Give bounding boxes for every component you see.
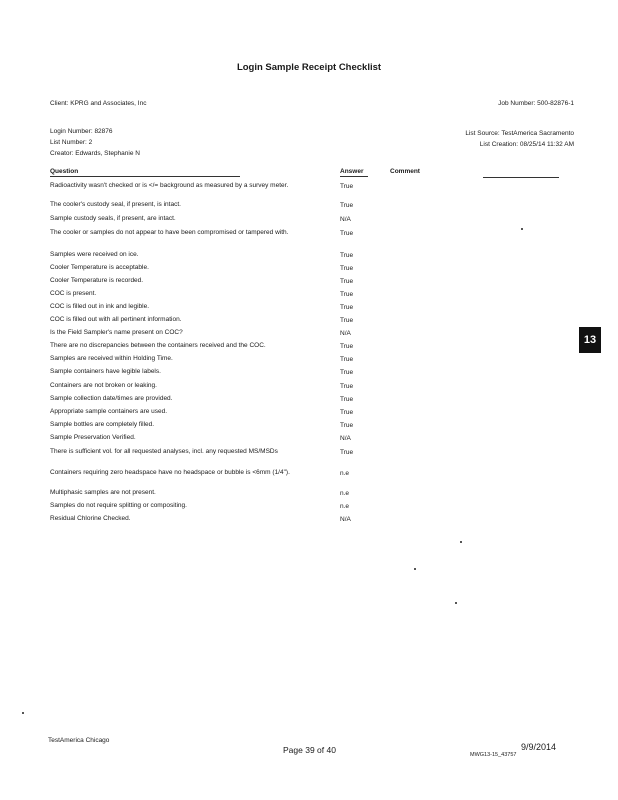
- checklist-question: Residual Chlorine Checked.: [50, 515, 131, 522]
- checklist-answer: True: [340, 409, 354, 416]
- section-tab: 13: [579, 327, 601, 353]
- scan-speck: [22, 712, 24, 714]
- checklist-answer: True: [340, 304, 354, 311]
- checklist-answer: True: [340, 202, 354, 209]
- checklist-answer: True: [340, 422, 354, 429]
- checklist-question: Appropriate sample containers are used.: [50, 408, 168, 415]
- checklist-question: COC is filled out in ink and legible.: [50, 303, 149, 310]
- footer-lab: TestAmerica Chicago: [48, 737, 110, 744]
- checklist-answer: True: [340, 317, 354, 324]
- checklist-question: Is the Field Sampler's name present on COC?: [50, 329, 183, 336]
- list-creation: List Creation: 08/25/14 11:32 AM: [479, 141, 574, 148]
- header-answer: Answer: [340, 168, 364, 175]
- header-comment: Comment: [390, 168, 420, 175]
- checklist-answer: True: [340, 291, 354, 298]
- header-underline: [50, 176, 240, 177]
- checklist-answer: n.e: [340, 503, 350, 510]
- checklist-question: Samples were received on ice.: [50, 251, 139, 258]
- checklist-question: Sample Preservation Verified.: [50, 434, 136, 441]
- login-number: Login Number: 82876: [50, 128, 113, 135]
- answer-underline: [340, 176, 368, 177]
- creator: Creator: Edwards, Stephanie N: [50, 150, 140, 157]
- checklist-question: There is sufficient vol. for all requested analyses, incl. any requested MS/MSDs: [50, 448, 278, 455]
- checklist-answer: True: [340, 356, 354, 363]
- checklist-question: Containers are not broken or leaking.: [50, 382, 157, 389]
- page-title: Login Sample Receipt Checklist: [236, 62, 382, 73]
- footer-doc-id: MWG13-15_43757: [470, 752, 517, 758]
- job-number: Job Number: 500-82876-1: [498, 100, 574, 107]
- list-number: List Number: 2: [50, 139, 93, 146]
- checklist-answer: N/A: [340, 435, 351, 442]
- checklist-question: The cooler's custody seal, if present, is intact.: [50, 201, 181, 208]
- scan-speck: [455, 602, 457, 604]
- checklist-question: Sample custody seals, if present, are intact.: [50, 215, 176, 222]
- checklist-question: COC is filled out with all pertinent information.: [50, 316, 182, 323]
- checklist-question: Cooler Temperature is acceptable.: [50, 264, 149, 271]
- checklist-answer: True: [340, 265, 354, 272]
- checklist-question: Containers requiring zero headspace have no headspace or bubble is <6mm (1/4").: [50, 469, 290, 476]
- checklist-answer: True: [340, 449, 354, 456]
- scan-speck: [521, 228, 523, 230]
- checklist-answer: True: [340, 383, 354, 390]
- checklist-question: Sample containers have legible labels.: [50, 368, 161, 375]
- checklist-question: Samples are received within Holding Time.: [50, 355, 173, 362]
- checklist-question: There are no discrepancies between the containers received and the COC.: [50, 342, 266, 349]
- client-line: Client: KPRG and Associates, Inc: [50, 100, 147, 107]
- checklist-answer: True: [340, 343, 354, 350]
- list-source: List Source: TestAmerica Sacramento: [465, 130, 574, 137]
- checklist-answer: n.e: [340, 490, 350, 497]
- checklist-answer: True: [340, 252, 354, 259]
- comment-underline: [483, 177, 559, 178]
- checklist-answer: n.e: [340, 470, 350, 477]
- checklist-question: COC is present.: [50, 290, 97, 297]
- checklist-answer: True: [340, 369, 354, 376]
- checklist-question: Multiphasic samples are not present.: [50, 489, 156, 496]
- checklist-question: The cooler or samples do not appear to have been compromised or tampered with.: [50, 229, 289, 236]
- checklist-answer: True: [340, 230, 354, 237]
- checklist-question: Radioactivity wasn't checked or is </= background as measured by a survey meter.: [50, 182, 289, 189]
- checklist-answer: True: [340, 278, 354, 285]
- checklist-question: Cooler Temperature is recorded.: [50, 277, 144, 284]
- checklist-answer: N/A: [340, 216, 351, 223]
- page-number: Page 39 of 40: [283, 745, 336, 755]
- checklist-answer: True: [340, 183, 354, 190]
- checklist-question: Sample collection date/times are provided.: [50, 395, 173, 402]
- checklist-answer: True: [340, 396, 354, 403]
- footer-date: 9/9/2014: [521, 742, 557, 752]
- header-question: Question: [50, 168, 79, 175]
- checklist-answer: N/A: [340, 330, 351, 337]
- scan-speck: [460, 541, 462, 543]
- scan-speck: [414, 568, 416, 570]
- checklist-answer: N/A: [340, 516, 351, 523]
- checklist-question: Samples do not require splitting or compositing.: [50, 502, 187, 509]
- checklist-question: Sample bottles are completely filled.: [50, 421, 155, 428]
